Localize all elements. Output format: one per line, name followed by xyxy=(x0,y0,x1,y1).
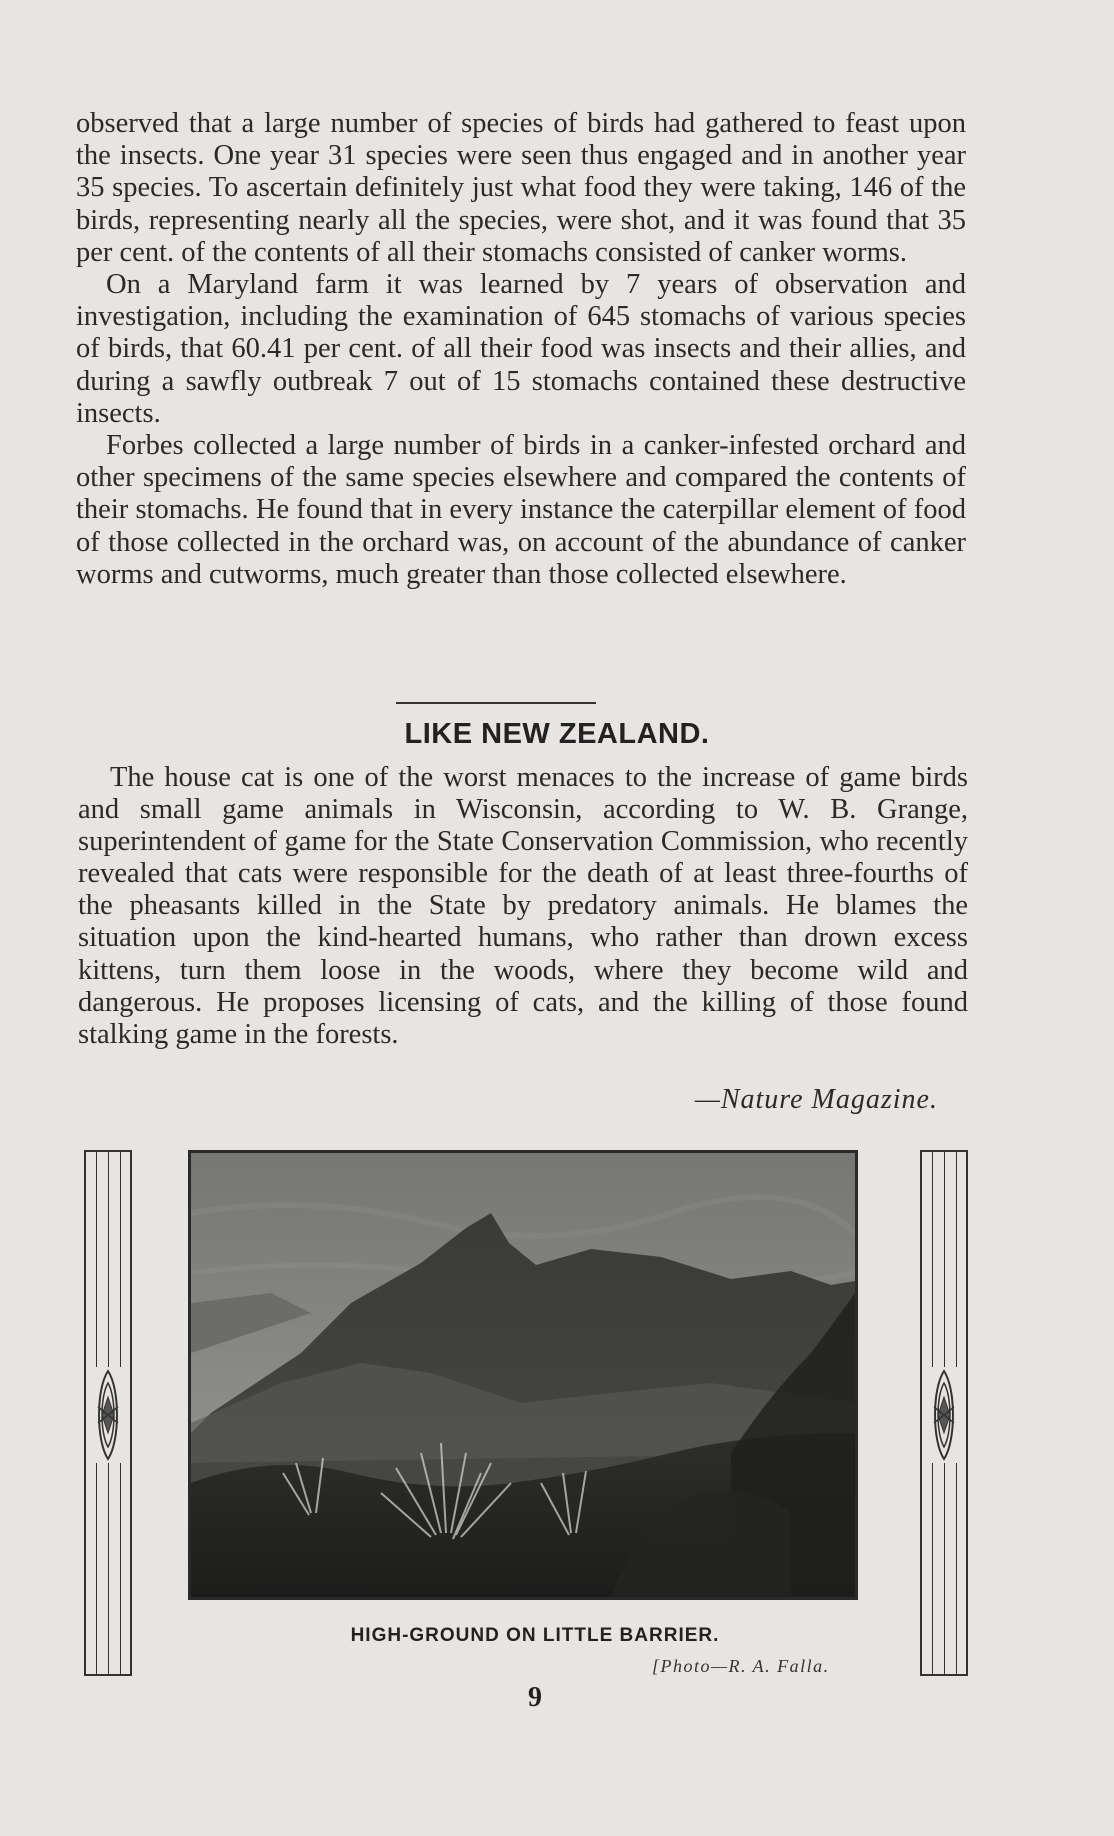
paragraph-birds-canker-worms: observed that a large number of species of birds had gathered to feast upon the insects. One year 31 species were seen thus engaged and in another year 35 species. To ascertain definitely just what food they were taking, 146 of the birds, representing nearly all the species, were shot, and it was found that 35 per cent. of the contents of all their stomachs consisted of canker worms. xyxy=(76,108,966,268)
paragraph-maryland-farm: On a Maryland farm it was learned by 7 years of observation and investigation, including the examination of 645 stomachs of various species of birds, that 60.41 per cent. of all their food was insects and their allies, and during a sawfly outbreak 7 out of 15 stomachs contained these destructive insects. xyxy=(76,269,966,429)
article-heading: LIKE NEW ZEALAND. xyxy=(404,718,710,750)
ornament-icon xyxy=(928,1367,960,1463)
paragraph-house-cat: The house cat is one of the worst menaces to the increase of game birds and small game animals in Wisconsin, according to W. B. Grange, superintendent of game for the State Conservation Commission, who recently revealed that cats were responsible for the death of at least three-fourths of the pheasants killed in the State by predatory animals. He blames the situation upon the kind-hearted humans, who rather than drown excess kittens, turn them loose in the woods, where they become wild and dangerous. He proposes licensing of cats, and the killing of those found stalking game in the forests. xyxy=(78,762,968,1050)
article-body xyxy=(76,108,966,591)
photo-credit: [Photo—R. A. Falla. xyxy=(652,1656,830,1676)
ornament-icon xyxy=(92,1367,124,1463)
right-ornament-panel xyxy=(920,1150,968,1676)
photo-caption: HIGH-GROUND ON LITTLE BARRIER. xyxy=(350,1625,720,1646)
photo-high-ground-little-barrier xyxy=(188,1150,858,1600)
article-like-new-zealand xyxy=(78,762,968,1051)
paragraph-forbes-orchard: Forbes collected a large number of birds in a canker-infested orchard and other specimens of the same species elsewhere and compared the contents of their stomachs. He found that in every instance the caterpillar element of food of those collected in the orchard was, on account of the abundance of canker worms and cutworms, much greater than those collected elsewhere. xyxy=(76,430,966,590)
left-ornament-panel xyxy=(84,1150,132,1676)
article-attribution: —Nature Magazine. xyxy=(694,1084,938,1115)
section-divider xyxy=(396,702,596,704)
page-number: 9 xyxy=(528,1682,542,1713)
